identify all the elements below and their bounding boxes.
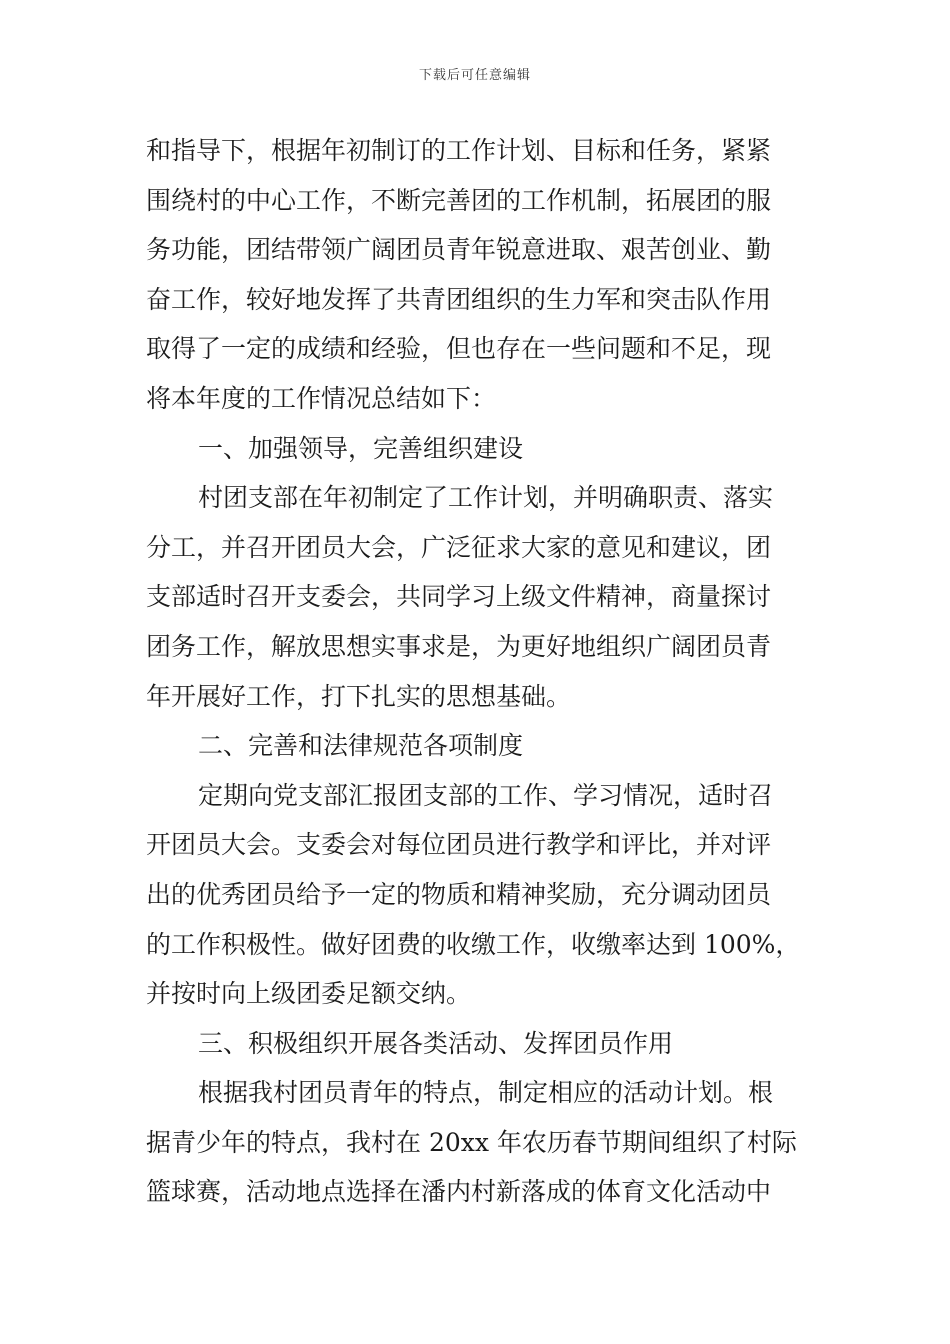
text-line: 分工，并召开团员大会，广泛征求大家的意见和建议，团 bbox=[146, 532, 772, 562]
text-line: 根据我村团员青年的特点，制定相应的活动计划。根 bbox=[198, 1078, 774, 1108]
text-line: 出的优秀团员给予一定的物质和精神奖励，充分调动团员 bbox=[146, 879, 772, 909]
text-line: 并按时向上级团委足额交纳。 bbox=[146, 979, 472, 1009]
text-line: 二、完善和法律规范各项制度 bbox=[198, 731, 524, 761]
text-line: 的工作积极性。做好团费的收缴工作，收缴率达到 100%， bbox=[146, 929, 801, 959]
text-line: 三、积极组织开展各类活动、发挥团员作用 bbox=[198, 1028, 674, 1058]
page-header: 下载后可任意编辑 bbox=[418, 68, 531, 83]
text-line: 年开展好工作，打下扎实的思想基础。 bbox=[146, 681, 572, 711]
text-line: 围绕村的中心工作，不断完善团的工作机制，拓展团的服 bbox=[146, 185, 772, 215]
text-line: 奋工作，较好地发挥了共青团组织的生力军和突击队作用 bbox=[146, 284, 772, 314]
text-line: 务功能，团结带领广阔团员青年锐意进取、艰苦创业、勤 bbox=[146, 235, 772, 265]
text-line: 定期向党支部汇报团支部的工作、学习情况，适时召 bbox=[198, 780, 774, 810]
text-line: 和指导下，根据年初制订的工作计划、目标和任务，紧紧 bbox=[146, 136, 772, 165]
text-line: 将本年度的工作情况总结如下： bbox=[146, 383, 497, 413]
text-line: 取得了一定的成绩和经验，但也存在一些问题和不足，现 bbox=[146, 334, 772, 364]
text-line: 篮球赛，活动地点选择在潘内村新落成的体育文化活动中 bbox=[146, 1177, 772, 1207]
text-line: 据青少年的特点，我村在 20xx 年农历春节期间组织了村际 bbox=[146, 1127, 797, 1157]
text-line: 支部适时召开支委会，共同学习上级文件精神，商量探讨 bbox=[146, 582, 772, 612]
document-body bbox=[146, 126, 814, 1217]
text-line: 一、加强领导，完善组织建设 bbox=[198, 433, 524, 463]
text-line: 开团员大会。支委会对每位团员进行教学和评比，并对评 bbox=[146, 830, 772, 860]
text-line: 团务工作，解放思想实事求是，为更好地组织广阔团员青 bbox=[146, 631, 772, 661]
text-line: 村团支部在年初制定了工作计划，并明确职责、落实 bbox=[198, 483, 774, 513]
